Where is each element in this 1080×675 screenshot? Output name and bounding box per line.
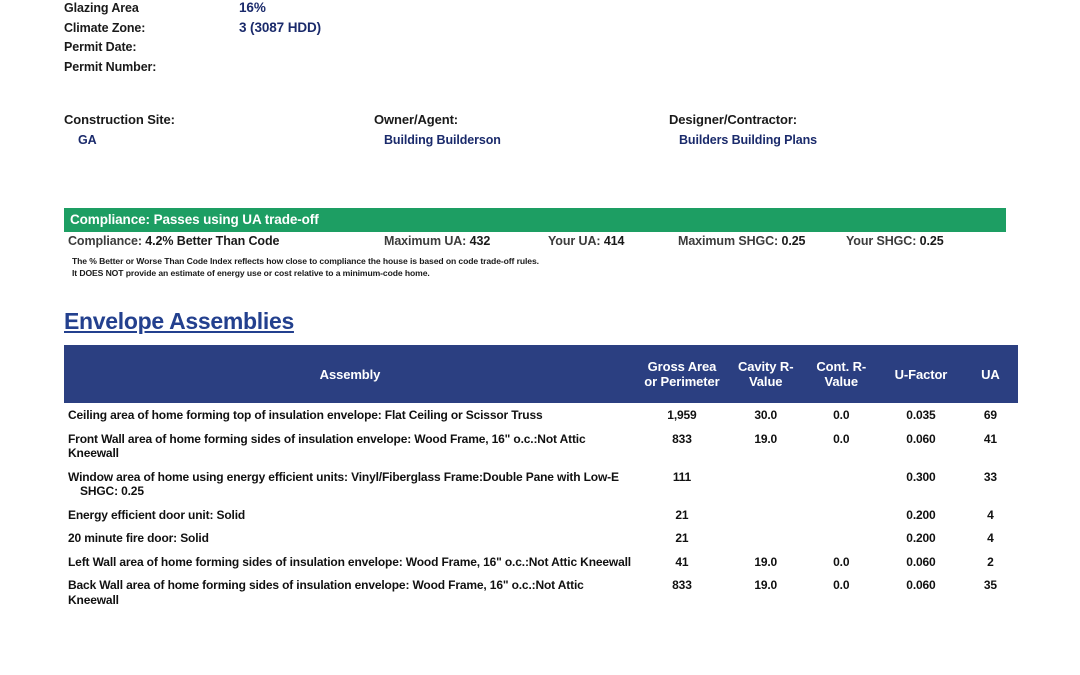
glazing-area-value: 16% [239,0,266,15]
cell-assembly-text: Window area of home using energy efficient units: Vinyl/Fiberglass Frame:Double Pane with Low-E [68,469,619,484]
header-ufactor: U-Factor [879,345,963,403]
permit-number-label: Permit Number: [64,60,157,74]
compliance-pct-label: Compliance: [68,234,142,248]
table-row [64,573,1018,611]
owner-agent-block [374,112,669,147]
envelope-assemblies-heading: Envelope Assemblies [64,308,294,334]
cell-gross: 833 [672,578,692,592]
cell-cavity: 30.0 [754,408,778,422]
cell-cont: 0.0 [833,431,850,446]
compliance-pct-value: 4.2% Better Than Code [145,234,280,248]
cell-gross: 1,959 [667,408,697,422]
header-gross-area: Gross Area or Perimeter [636,345,728,403]
cell-gross: 21 [675,531,689,545]
climate-zone-value: 3 (3087 HDD) [239,20,322,35]
designer-contractor-value: Builders Building Plans [679,133,817,147]
your-ua [548,234,624,248]
cell-cont: 0.0 [833,578,850,592]
cell-assembly: Left Wall area of home forming sides of insulation envelope: Wood Frame, 16" o.c.:Not Attic Kneewall [68,554,631,569]
designer-contractor-block [669,112,979,147]
your-ua-label: Your UA: [548,234,601,248]
compliance-fineprint [72,256,972,279]
construction-site-label: Construction Site: [64,112,175,127]
owner-agent-label: Owner/Agent: [374,112,459,127]
cell-cavity [728,465,804,503]
cell-ua: 33 [983,469,997,484]
cell-gross: 41 [675,554,689,569]
your-shgc-value: 0.25 [919,234,944,248]
owner-agent-value: Building Builderson [384,133,501,147]
table-row [64,427,1018,465]
table-row [64,526,1018,550]
header-cavity-rvalue: Cavity R-Value [728,345,804,403]
cell-ufactor: 0.060 [906,431,936,446]
cell-cavity [728,526,804,550]
cell-assembly: Back Wall area of home forming sides of insulation envelope: Wood Frame, 16" o.c.:Not Attic Kneewall [68,578,584,607]
construction-site-block [64,112,374,147]
cell-ufactor: 0.200 [906,507,936,522]
designer-contractor-label: Designer/Contractor: [669,112,798,127]
cell-cont: 0.0 [833,408,850,422]
cell-cont [803,503,879,527]
envelope-assemblies-table [64,345,1018,611]
maximum-shgc-value: 0.25 [781,234,806,248]
fineprint-line-2: It DOES NOT provide an estimate of energy use or cost relative to a minimum-code home. [72,267,430,278]
table-body [64,403,1018,611]
cell-cavity [728,503,804,527]
cell-ua: 4 [987,507,994,522]
compliance-banner: Compliance: Passes using UA trade-off [64,208,1006,232]
contacts-row [64,112,1024,147]
cell-assembly: Energy efficient door unit: Solid [68,507,246,522]
summary-row [64,20,624,40]
cell-assembly: Front Wall area of home forming sides of insulation envelope: Wood Frame, 16" o.c.:Not Attic Kneewall [68,431,586,460]
fineprint-line-1: The % Better or Worse Than Code Index reflects how close to compliance the house is based on code trade-off rules. [72,256,539,266]
header-ua: UA [963,345,1018,403]
compliance-pct [68,234,279,248]
cell-cont [803,465,879,503]
cell-ufactor: 0.035 [906,408,936,422]
cell-gross: 833 [672,431,692,446]
table-row [64,550,1018,574]
cell-ua: 2 [987,554,994,569]
envelope-assemblies-table-wrap [64,345,1018,611]
cell-assembly: Ceiling area of home forming top of insulation envelope: Flat Ceiling or Scissor Truss [68,408,543,422]
glazing-area-label: Glazing Area [64,1,139,15]
cell-ua: 69 [983,408,997,422]
cell-assembly [64,465,636,503]
cell-ua: 35 [983,578,997,592]
compliance-summary-row [64,234,1006,252]
table-row [64,465,1018,503]
table-row [64,403,1018,427]
maximum-ua [384,234,490,248]
cell-cavity: 19.0 [754,431,778,446]
your-shgc [846,234,944,248]
table-row [64,503,1018,527]
cell-cavity: 19.0 [754,578,778,592]
maximum-shgc [678,234,805,248]
climate-zone-label: Climate Zone: [64,21,146,35]
summary-row [64,40,624,60]
summary-row [64,0,624,20]
permit-date-label: Permit Date: [64,40,137,54]
cell-gross: 21 [675,507,689,522]
cell-assembly: 20 minute fire door: Solid [68,531,209,545]
cell-ufactor: 0.300 [906,469,936,484]
maximum-shgc-label: Maximum SHGC: [678,234,779,248]
cell-ufactor: 0.060 [906,554,936,569]
maximum-ua-label: Maximum UA: [384,234,467,248]
your-shgc-label: Your SHGC: [846,234,917,248]
construction-site-value: GA [78,133,97,147]
cell-ufactor: 0.200 [906,531,936,545]
cell-assembly-shgc: SHGC: 0.25 [80,484,144,498]
table-header-row [64,345,1018,403]
cell-ua: 4 [987,531,994,545]
summary-fields [64,0,624,80]
cell-cavity: 19.0 [754,554,778,569]
cell-gross: 111 [672,469,692,484]
maximum-ua-value: 432 [469,234,491,248]
cell-ua: 41 [983,431,997,446]
cell-cont: 0.0 [833,554,850,569]
your-ua-value: 414 [603,234,625,248]
header-assembly: Assembly [64,345,636,403]
cell-ufactor: 0.060 [906,578,936,592]
cell-cont [803,526,879,550]
summary-row [64,60,624,80]
header-cont-rvalue: Cont. R-Value [803,345,879,403]
